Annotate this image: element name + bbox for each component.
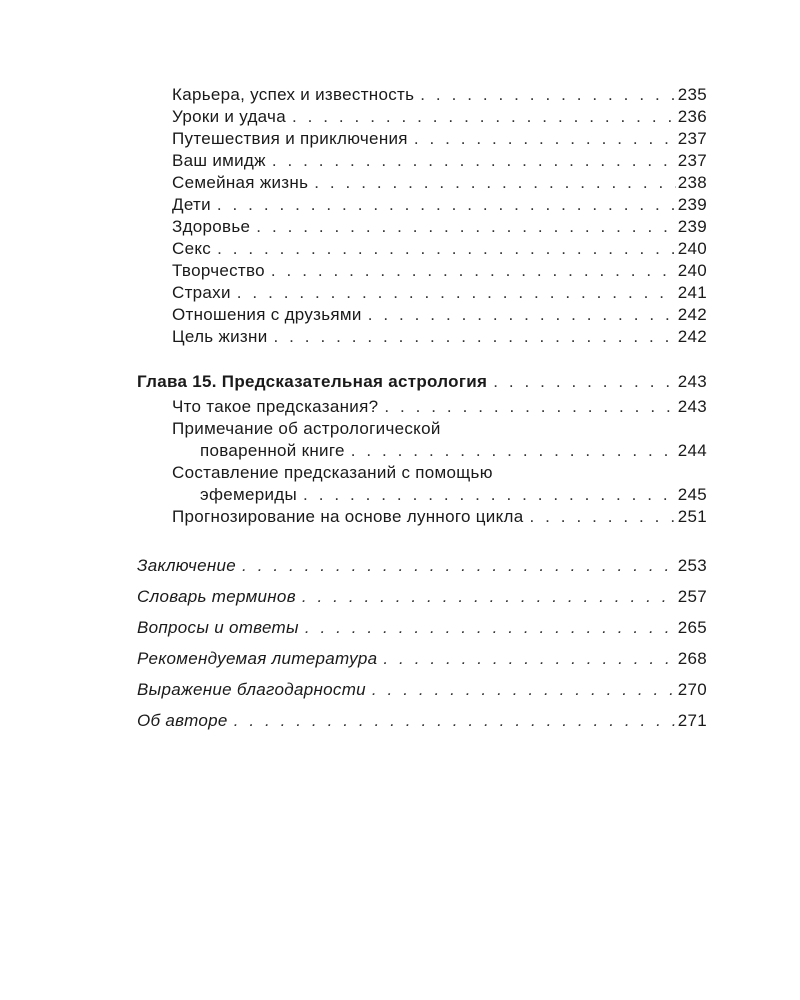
toc-entry-title: Словарь терминов xyxy=(137,587,296,606)
toc-entry-title-line2: эфемериды xyxy=(200,485,298,504)
dot-leader xyxy=(274,326,676,348)
toc-entry-page: 257 xyxy=(677,587,707,606)
toc-entry-page: 239 xyxy=(677,217,707,236)
toc-entry-page: 240 xyxy=(677,261,707,280)
dot-leader xyxy=(256,216,675,238)
dot-leader xyxy=(530,506,676,528)
dot-leader xyxy=(314,172,675,194)
toc-entry-page: 270 xyxy=(677,680,707,699)
chapter-page: 243 xyxy=(677,372,707,391)
toc-entry-title: Семейная жизнь xyxy=(172,173,309,192)
dot-leader xyxy=(292,106,676,128)
toc-entry[interactable] xyxy=(172,150,707,172)
dot-leader xyxy=(414,128,676,150)
dot-leader xyxy=(384,396,675,418)
toc-end-entry[interactable] xyxy=(137,555,707,577)
dot-leader xyxy=(368,304,676,326)
dot-leader xyxy=(351,440,676,462)
dot-leader xyxy=(217,194,676,216)
toc-entry[interactable] xyxy=(172,326,707,348)
toc-end-entry[interactable] xyxy=(137,648,707,670)
toc-entry-page: 238 xyxy=(677,173,707,192)
toc-entry[interactable] xyxy=(172,106,707,128)
dot-leader xyxy=(302,586,676,608)
toc-entry-page: 236 xyxy=(677,107,707,126)
toc-entry-page: 237 xyxy=(677,129,707,148)
toc-entry-page: 243 xyxy=(677,397,707,416)
toc-entry-page: 251 xyxy=(677,507,707,526)
toc-entry-page: 271 xyxy=(677,711,707,730)
dot-leader xyxy=(383,648,675,670)
dot-leader xyxy=(237,282,676,304)
toc-entry-page: 245 xyxy=(677,485,707,504)
dot-leader xyxy=(217,238,676,260)
toc-entry[interactable] xyxy=(172,216,707,238)
dot-leader xyxy=(242,555,676,577)
toc-entry[interactable] xyxy=(200,484,707,506)
toc-entry-title: Здоровье xyxy=(172,217,251,236)
toc-entry-page: 268 xyxy=(677,649,707,668)
toc-entry-page: 237 xyxy=(677,151,707,170)
toc-end-entry[interactable] xyxy=(137,710,707,732)
toc-entry-page: 253 xyxy=(677,556,707,575)
chapter-title: Глава 15. Предсказательная астрология xyxy=(137,372,488,391)
toc-entry-page: 265 xyxy=(677,618,707,637)
dot-leader xyxy=(272,150,676,172)
toc-entry[interactable] xyxy=(172,506,707,528)
toc-entry-title: Прогнозирование на основе лунного цикла xyxy=(172,507,524,526)
toc-entry-page: 244 xyxy=(677,441,707,460)
toc-entry[interactable] xyxy=(172,396,707,418)
toc-entry[interactable] xyxy=(172,84,707,106)
toc-entry[interactable] xyxy=(200,440,707,462)
toc-entry-page: 242 xyxy=(677,327,707,346)
toc-entry[interactable] xyxy=(172,260,707,282)
toc-entry-title-line1[interactable]: Составление предсказаний с помощью xyxy=(172,463,493,482)
toc-entry-title: Заключение xyxy=(137,556,237,575)
dot-leader xyxy=(305,617,676,639)
toc-end-entry[interactable] xyxy=(137,617,707,639)
toc-end-entry[interactable] xyxy=(137,679,707,701)
toc-entry-page: 235 xyxy=(677,85,707,104)
toc-entry-title: Отношения с друзьями xyxy=(172,305,362,324)
toc-entry[interactable] xyxy=(172,282,707,304)
toc-entry-title: Что такое предсказания? xyxy=(172,397,379,416)
toc-entry-title: Секс xyxy=(172,239,212,258)
toc-entry-title: Путешествия и приключения xyxy=(172,129,408,148)
toc-entry-title: Уроки и удача xyxy=(172,107,286,126)
dot-leader xyxy=(420,84,675,106)
toc-entry-title: Вопросы и ответы xyxy=(137,618,299,637)
toc-entry-page: 239 xyxy=(677,195,707,214)
toc-entry[interactable] xyxy=(172,172,707,194)
toc-entry[interactable] xyxy=(172,194,707,216)
toc-entry-title: Цель жизни xyxy=(172,327,268,346)
toc-entry-title: Творчество xyxy=(172,261,265,280)
toc-entry-title: Рекомендуемая литература xyxy=(137,649,378,668)
toc-entry-title: Ваш имидж xyxy=(172,151,266,170)
toc-entry-title: Об авторе xyxy=(137,711,228,730)
toc-chapter-heading[interactable] xyxy=(137,371,707,393)
toc-entry-page: 241 xyxy=(677,283,707,302)
toc-entry[interactable] xyxy=(172,304,707,326)
toc-entry[interactable] xyxy=(172,238,707,260)
toc-entry-title-line1[interactable]: Примечание об астрологической xyxy=(172,419,441,438)
toc-entry-page: 240 xyxy=(677,239,707,258)
toc-entry-title: Страхи xyxy=(172,283,231,302)
dot-leader xyxy=(303,484,676,506)
dot-leader xyxy=(493,371,676,393)
toc-entry-title: Карьера, успех и известность xyxy=(172,85,415,104)
dot-leader xyxy=(372,679,676,701)
toc-entry-title-line2: поваренной книге xyxy=(200,441,345,460)
toc-entry-page: 242 xyxy=(677,305,707,324)
toc-entry-title: Дети xyxy=(172,195,211,214)
toc-entry-title: Выражение благодарности xyxy=(137,680,366,699)
dot-leader xyxy=(234,710,676,732)
toc-entry[interactable] xyxy=(172,128,707,150)
toc-end-entry[interactable] xyxy=(137,586,707,608)
dot-leader xyxy=(271,260,676,282)
